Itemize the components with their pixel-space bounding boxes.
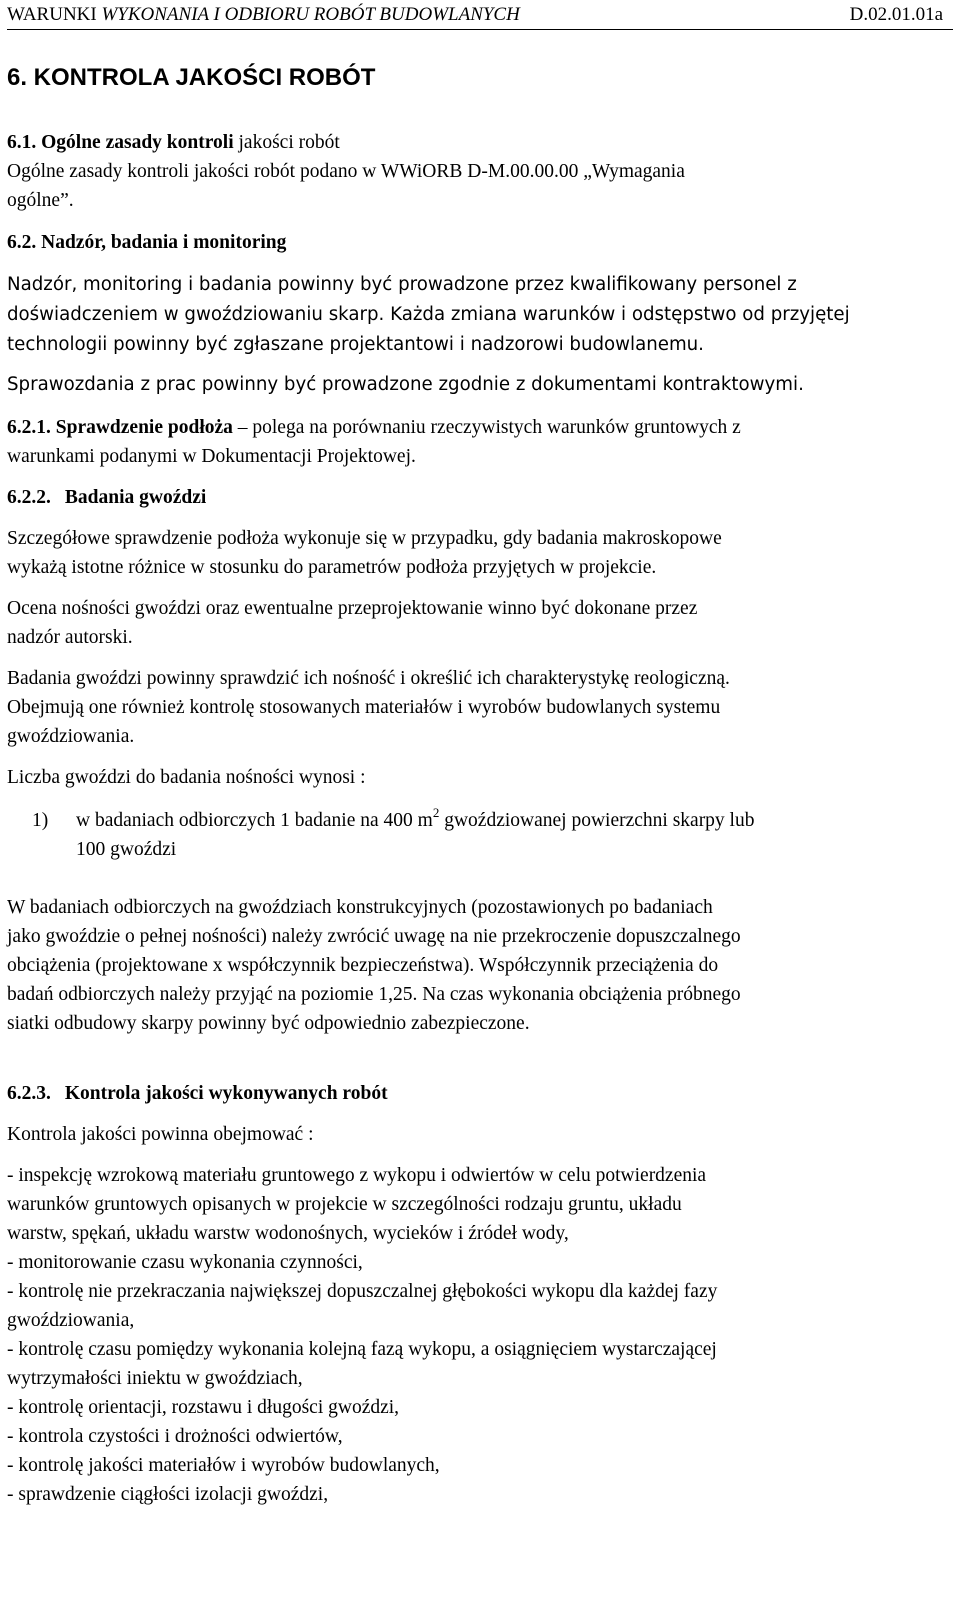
list-item-line-1-b: gwoździowanej powierzchni skarpy lub [439, 810, 755, 831]
section-6-2-2-para-5-line-1: W badaniach odbiorczych na gwoździach konstrukcyjnych (pozostawionych po badaniach [7, 897, 713, 918]
section-6-2-2-para-2-line-1: Ocena nośności gwoździ oraz ewentualne przeprojektowanie winno być dokonane przez [7, 598, 698, 619]
section-6-2-2-para-5-line-3: obciążenia (projektowane x współczynnik bezpieczeństwa). Współczynnik przeciążenia do [7, 955, 719, 976]
list-line: - kontrolę orientacji, rozstawu i długości gwoździ, [7, 1397, 400, 1418]
section-6-2-para-1-line-2: doświadczeniem w gwoździowaniu skarp. Każda zmiana warunków i odstępstwo od przyjętej [7, 304, 850, 325]
section-6-1-line-1: Ogólne zasady kontroli jakości robót podano w WWiORB D-M.00.00.00 „Wymagania [7, 161, 685, 182]
section-6-2-2-para-5-line-5: siatki odbudowy skarpy powinny być odpowiednio zabezpieczone. [7, 1013, 530, 1034]
section-6-2-2-heading [7, 483, 953, 512]
list-line: - inspekcję wzrokową materiału gruntowego z wykopu i odwiertów w celu potwierdzenia [7, 1165, 707, 1186]
list-line: - kontrolę czasu pomiędzy wykonania kolejną fazą wykopu, a osiągnięciem wystarczającej [7, 1339, 717, 1360]
section-6-2-1-bold: Sprawdzenie podłoża [50, 417, 233, 438]
section-6-2-2-para-1-line-2: wykażą istotne różnice w stosunku do parametrów podłoża przyjętych w projekcie. [7, 557, 657, 578]
header-prefix: WARUNKI [7, 4, 102, 25]
header-code: D.02.01.01a [849, 4, 943, 25]
list-line: - kontrola czystości i drożności odwiertów, [7, 1426, 343, 1447]
section-6-2-2-para-4: Liczba gwoździ do badania nośności wynosi : [7, 767, 366, 788]
section-6-2-1-line-2: warunkami podanymi w Dokumentacji Projektowej. [7, 446, 416, 467]
section-6-2-2-para-3-line-2: Obejmują one również kontrolę stosowanych materiałów i wyrobów budowlanych systemu [7, 697, 721, 718]
section-6-2-3-title: Kontrola jakości wykonywanych robót [64, 1083, 388, 1104]
section-6-1-heading-rest: jakości robót [233, 132, 340, 153]
header-title [7, 0, 520, 29]
list-item-line-2: 100 gwoździ [76, 839, 177, 860]
section-6-2-2-para-3-line-1: Badania gwoździ powinny sprawdzić ich nośność i określić ich charakterystykę reologiczną. [7, 668, 730, 689]
list-line: wytrzymałości iniektu w gwoździach, [7, 1368, 303, 1389]
section-6-2-2-para-5-line-2: jako gwoździe o pełnej nośności) należy zwrócić uwagę na nie przekroczenie dopuszczalnego [7, 926, 741, 947]
section-6-2-para-1-line-3: technologii powinny być zgłaszane projektantowi i nadzorowi budowlanemu. [7, 334, 704, 355]
section-6-2-1-line-1 [7, 413, 953, 442]
section-6-2-3-intro: Kontrola jakości powinna obejmować : [7, 1124, 314, 1145]
page-header [7, 0, 953, 30]
list-line: warunków gruntowych opisanych w projekcie w szczególności rodzaju gruntu, układu [7, 1194, 682, 1215]
section-6-2-3-number: 6.2.3. [7, 1083, 51, 1104]
section-6-2-2-para-1-line-1: Szczegółowe sprawdzenie podłoża wykonuje się w przypadku, gdy badania makroskopowe [7, 528, 722, 549]
section-6-2-para-2: Sprawozdania z prac powinny być prowadzone zgodnie z dokumentami kontraktowymi. [7, 374, 804, 395]
section-6-2-heading: 6.2. Nadzór, badania i monitoring [7, 232, 287, 253]
section-6-2-2-para-3-line-3: gwoździowania. [7, 726, 135, 747]
section-6-2-2-number: 6.2.2. [7, 487, 51, 508]
list-line: - sprawdzenie ciągłości izolacji gwoździ, [7, 1484, 329, 1505]
list-line: warstw, spękań, układu warstw wodonośnych, wycieków i źródeł wody, [7, 1223, 569, 1244]
list-line: - kontrolę nie przekraczania największej dopuszczalnej głębokości wykopu dla każdej fazy [7, 1281, 718, 1302]
section-6-1-line-2: ogólne”. [7, 190, 74, 211]
section-6-2-3-heading [7, 1079, 953, 1108]
list-line: gwoździowania, [7, 1310, 135, 1331]
section-6-2-2-para-5-line-4: badań odbiorczych należy przyjąć na poziomie 1,25. Na czas wykonania obciążenia próbnego [7, 984, 741, 1005]
list-line: - kontrolę jakości materiałów i wyrobów budowlanych, [7, 1455, 440, 1476]
list-item-line-1 [76, 806, 956, 835]
list-item-number: 1) [32, 810, 49, 831]
section-6-2-3-list [7, 1161, 953, 1509]
header-title-italic: WYKONANIA I ODBIORU ROBÓT BUDOWLANYCH [101, 4, 520, 25]
section-6-1-heading [7, 128, 953, 157]
list-item-line-1-a: w badaniach odbiorczych 1 badanie na 400 m [76, 810, 433, 831]
section-6-2-1-number: 6.2.1. [7, 417, 51, 438]
list-item-text [76, 806, 956, 864]
chapter-title: 6. KONTROLA JAKOŚCI ROBÓT [7, 64, 376, 91]
list-line: - monitorowanie czasu wykonania czynności, [7, 1252, 363, 1273]
section-6-2-2-title: Badania gwoździ [64, 487, 207, 508]
section-6-2-para-1-line-1: Nadzór, monitoring i badania powinny być prowadzone przez kwalifikowany personel z [7, 274, 797, 295]
superscript-2: 2 [432, 804, 440, 820]
section-6-2-2-para-2-line-2: nadzór autorski. [7, 627, 133, 648]
section-6-1-heading-bold: 6.1. Ogólne zasady kontroli [7, 132, 234, 153]
section-6-2-1-rest: – polega na porównaniu rzeczywistych warunków gruntowych z [232, 417, 741, 438]
list-item [32, 806, 952, 866]
